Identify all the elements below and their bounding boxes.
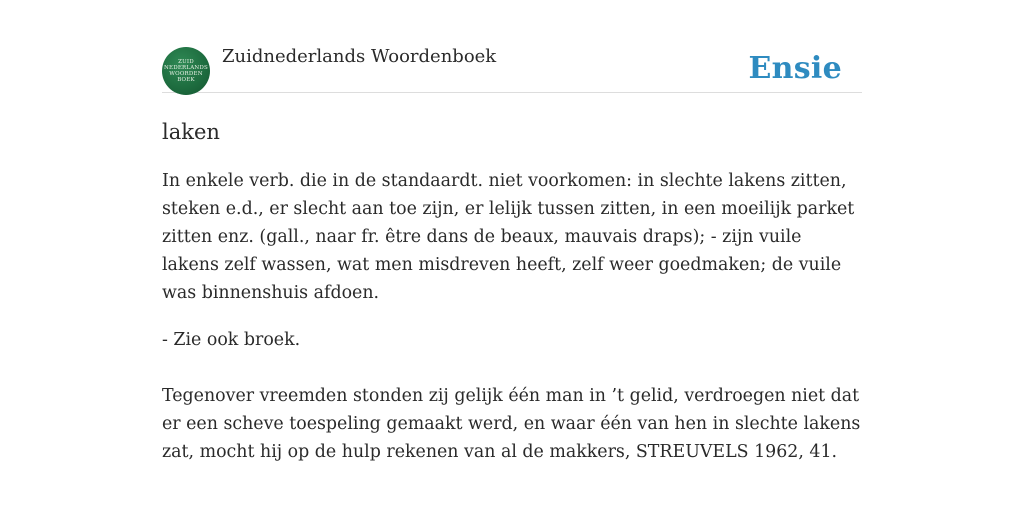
logo-line: BOEK <box>177 77 195 83</box>
header <box>162 44 862 93</box>
logo-line: WOORDEN <box>169 71 203 77</box>
headword: laken <box>162 120 220 144</box>
see-also-reference: - Zie ook broek. <box>162 330 301 350</box>
logo-line: ZUID <box>178 59 194 65</box>
entry-card <box>162 44 862 466</box>
definition-text: In enkele verb. die in de standaardt. niet voorkomen: in slechte lakens zitten, steken e.d., er slecht aan toe zijn, er lelijk tussen zitten, in een moeilijk parket zitten enz. (gall., naar fr. être dans de beaux, mauvais draps); - zijn vuile lakens zelf wassen, wat men misdreven heeft, zelf weer goedmaken; de vuile was binnenshuis afdoen. <box>162 171 855 303</box>
example-quote: Tegenover vreemden stonden zij gelijk één man in ’t gelid, verdroegen niet dat er een scheve toespeling gemaakt werd, en waar één van hen in slechte lakens zat, mocht hij op de hulp rekenen van al de makkers, STREUVELS 1962, 41. <box>162 386 861 462</box>
dictionary-logo-icon[interactable] <box>162 47 210 95</box>
dictionary-name-link[interactable]: Zuidnederlands Woordenboek <box>222 46 497 67</box>
ensie-brand-logo[interactable]: Ensie <box>748 51 842 86</box>
logo-line: NEDERLANDS <box>163 65 208 71</box>
